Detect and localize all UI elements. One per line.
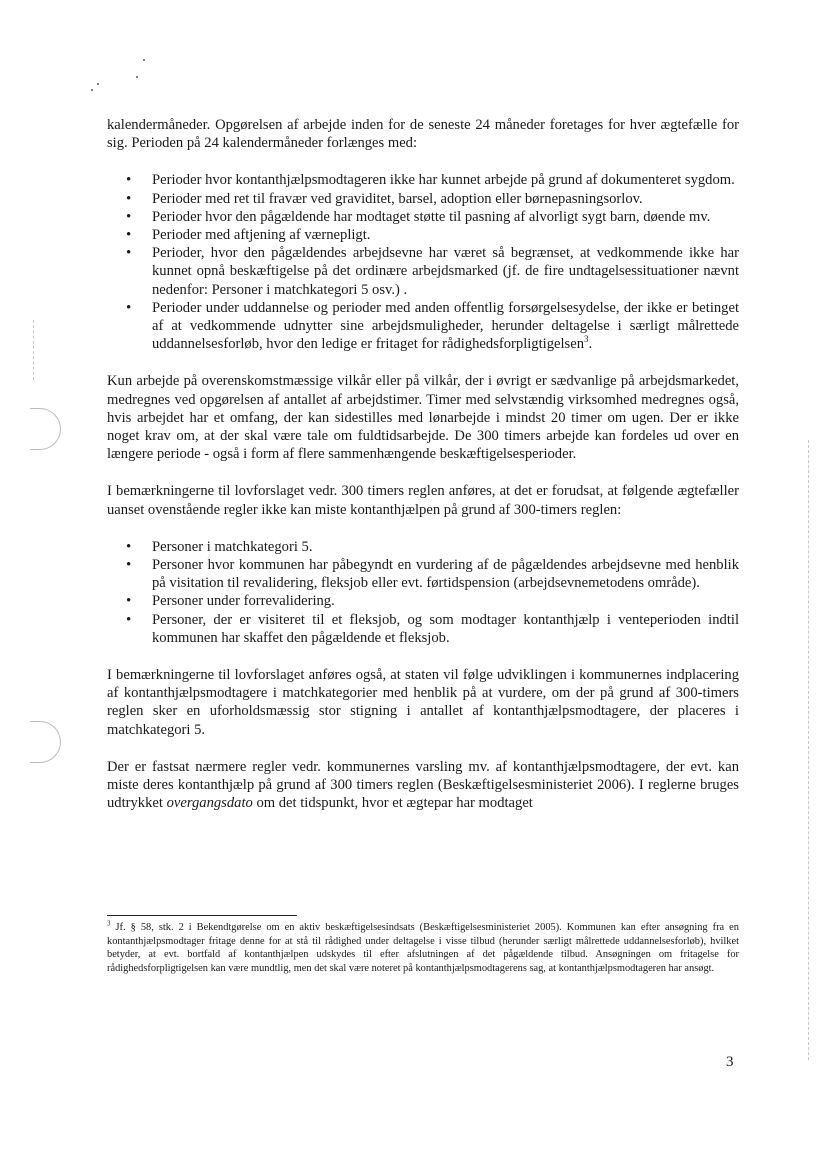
punch-hole-mark [30,408,61,450]
extension-periods-list [107,171,739,353]
paragraph-bill-remarks: I bemærkningerne til lovforslaget vedr. 300 timers reglen anføres, at det er forudsat, at følgende ægtefæller uanset ovenstående regler ikke kan miste kontanthjælpen på grund af 300-timers reglen: [107,483,739,518]
list-item: • Perioder, hvor den pågældendes arbejdsevne har været så begrænset, at vedkommende ikke har kunnet opnå beskæftigelse på det ordinære arbejdsmarked (jf. de fire undtagelsessituationer nævnt nedenfor: Personer i matchkategori 5 osv.) . [107,244,739,299]
scan-speck [91,89,93,91]
scan-edge-line [808,440,809,1060]
list-item-end: . [588,336,593,353]
footnote-separator [107,915,297,916]
punch-hole-mark [30,721,61,763]
list-item: • Perioder hvor kontanthjælpsmodtageren ikke har kunnet arbejde på grund af dokumenteret sygdom. [107,171,739,189]
paragraph-work-conditions: Kun arbejde på overenskomstmæssige vilkår eller på vilkår, der i øvrigt er sædvanlige på arbejdsmarkedet, medregnes ved opgørelsen af antallet af arbejdstimer. Timer med selvstændig virksomhed medregnes også, hvis arbejdet har et omfang, der kan sidestilles med lønarbejde i mindst 20 timer om ugen. Der er ikke noget krav om, at der skal være tale om fuldtidsarbejde. De 300 timers arbejde kan fordeles ud over en længere periode - også i form af flere sammenhængende beskæftigelsesperioder. [107,373,739,463]
list-item-text: Perioder under uddannelse og perioder med anden offentlig forsørgelsesydelse, der ikke er betinget af at vedkommende udnytter sine arbejdsmuligheder, herunder deltagelse i særligt målrettede uddannelsesforløb, hvor den ledige er fritaget for rådighedsforpligtigelsen [152,299,739,353]
footnote-text: Jf. § 58, stk. 2 i Bekendtgørelse om en aktiv beskæftigelsesindsats (Beskæftigelsesministeriet 2005). Kommunen kan efter ansøgning fra en kontanthjælpsmodtager fritage denne for at stå til rådighed under deltagelse i visse tilbud (herunder særligt målrettede uddannelsesforløb), hvilket betyder, at evt. bortfald af kontanthjælpen udskydes til efter afslutningen af det pågældende tilbud. Ansøgningen om fritagelse for rådighedsforpligtigelsen kan være mundtlig, men det skal være noteret på kontanthjælpsmodtagerens sag, at kontanthjælpsmodtageren har ansøgt. [107,922,739,974]
list-item: • Perioder med ret til fravær ved graviditet, barsel, adoption eller børnepasningsorlov. [107,190,739,208]
paragraph-state-monitoring: I bemærkningerne til lovforslaget anføres også, at staten vil følge udviklingen i kommunernes indplacering af kontanthjælpsmodtagere i matchkategorier med henblik på at vurdere, om der på grund af 300-timers reglen sker en uforholdsmæssig stor stigning i antallet af kontanthjælpsmodtagere, der placeres i matchkategori 5. [107,667,739,738]
list-item: • Personer hvor kommunen har påbegyndt en vurdering af de pågældendes arbejdsevne med henblik på visitation til revalidering, fleksjob eller evt. førtidspension (arbejdsevnemetodens område). [107,556,739,592]
footnote-reference[interactable]: 3 [584,334,589,345]
paragraph-text: Der er fastsat nærmere regler vedr. kommunernes varsling mv. af kontanthjælpsmodtagere, der evt. kan miste deres kontanthjælp på grund af 300 timers reglen (Beskæftigelsesministeriet 2006). I reglerne bruges udtrykket [107,758,739,812]
list-item: • Perioder hvor den pågældende har modtaget støtte til pasning af alvorligt sygt barn, døende mv. [107,208,739,226]
list-item [107,299,739,354]
paragraph-continuation: kalendermåneder. Opgørelsen af arbejde inden for de seneste 24 måneder foretages for hver ægtefælle for sig. Perioden på 24 kalendermåneder forlænges med: [107,117,739,152]
list-item: • Personer under forrevalidering. [107,592,739,610]
exempt-spouses-list [107,538,739,647]
emphasized-term: overgangsdato [166,795,253,812]
list-item: • Perioder med aftjening af værnepligt. [107,226,739,244]
page-number: 3 [726,1054,734,1070]
paragraph-notification-rules [107,758,739,813]
scan-edge-line [33,320,34,380]
scan-speck [97,83,99,85]
scan-speck [136,76,138,78]
footnote-mark: 3 [107,919,111,928]
footnote [107,921,739,975]
list-item: • Personer i matchkategori 5. [107,538,739,556]
list-item: • Personer, der er visiteret til et fleksjob, og som modtager kontanthjælp i venteperioden indtil kommunen har skaffet den pågældende et fleksjob. [107,611,739,647]
body-text [107,116,739,813]
paragraph-text: om det tidspunkt, hvor et ægtepar har modtaget [252,795,533,812]
scan-speck [143,59,145,61]
